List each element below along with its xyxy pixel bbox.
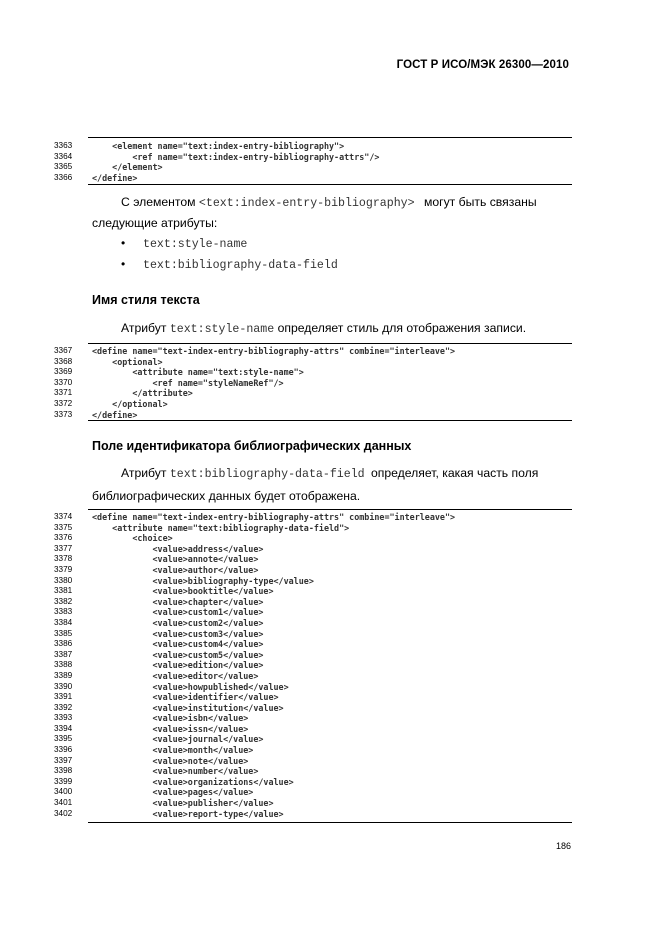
code-text: <define name="text-index-entry-bibliography-attrs" combine="interleave">: [92, 512, 456, 522]
line-number: 3376: [54, 533, 73, 543]
code-text: <choice>: [92, 533, 173, 544]
line-number: 3386: [54, 639, 73, 649]
code-text: <value>isbn</value>: [92, 713, 249, 724]
line-number: 3368: [54, 356, 73, 366]
code-line: [54, 734, 572, 745]
attribute-name: text:bibliography-data-field: [143, 259, 338, 272]
code-text: <value>institution</value>: [92, 702, 284, 713]
code-line: [54, 533, 572, 544]
line-number: 3400: [54, 787, 73, 797]
line-number: 3372: [54, 398, 73, 408]
line-number: 3367: [54, 346, 73, 355]
code-text: <attribute name="text:bibliography-data-field">: [92, 522, 350, 533]
code-text: </attribute>: [92, 388, 193, 399]
code-text: <value>journal</value>: [92, 734, 264, 745]
code-text: </define>: [92, 172, 138, 183]
code-block-2: [54, 346, 572, 420]
line-number: 3387: [54, 649, 73, 659]
line-number: 3371: [54, 388, 73, 398]
line-number: 3379: [54, 564, 73, 574]
section-heading: Поле идентификатора библиографических данных: [92, 439, 412, 453]
code-text: <value>publisher</value>: [92, 798, 274, 809]
line-number: 3389: [54, 670, 73, 680]
code-line: [54, 639, 572, 650]
code-text: <ref name="text:index-entry-bibliography-attrs"/>: [92, 151, 380, 162]
code-line: [54, 410, 572, 421]
code-line: [54, 152, 572, 163]
code-line: [54, 512, 572, 523]
code-line: [54, 618, 572, 629]
code-text: <value>custom1</value>: [92, 607, 264, 618]
code-line: [54, 607, 572, 618]
code-line: [54, 544, 572, 555]
line-number: 3390: [54, 681, 73, 691]
code-line: [54, 629, 572, 640]
code-text: <value>custom3</value>: [92, 628, 264, 639]
line-number: 3378: [54, 554, 73, 564]
code-block-top-rule: [88, 137, 572, 138]
line-number: 3401: [54, 798, 73, 808]
code-line: [54, 346, 572, 357]
line-number: 3381: [54, 586, 73, 596]
paragraph-text: Атрибут: [121, 466, 170, 480]
code-text: <value>organizations</value>: [92, 776, 294, 787]
line-number: 3375: [54, 522, 73, 532]
line-number: 3394: [54, 723, 73, 733]
line-number: 3391: [54, 692, 73, 702]
code-text: <element name="text:index-entry-bibliography">: [92, 141, 345, 151]
code-text: <value>custom4</value>: [92, 639, 264, 650]
code-text: <value>identifier</value>: [92, 692, 279, 703]
line-number: 3388: [54, 660, 73, 670]
list-item: [121, 257, 338, 272]
line-number: 3385: [54, 628, 73, 638]
code-line: [54, 367, 572, 378]
line-number: 3382: [54, 596, 73, 606]
code-line: [54, 388, 572, 399]
code-text: <value>bibliography-type</value>: [92, 575, 314, 586]
code-text: <value>issn</value>: [92, 723, 249, 734]
code-text: </define>: [92, 409, 138, 420]
code-line: [54, 576, 572, 587]
line-number: 3396: [54, 745, 73, 755]
attribute-name: text:style-name: [169, 323, 275, 336]
paragraph-style-name: [121, 318, 526, 340]
paragraph-line: библиографических данных будет отображена.: [92, 489, 361, 503]
line-number: 3364: [54, 151, 73, 161]
code-line: [54, 650, 572, 661]
code-line: [54, 565, 572, 576]
code-text: <value>month</value>: [92, 745, 254, 756]
attribute-name: text:bibliography-data-field: [169, 468, 365, 481]
code-line: [54, 671, 572, 682]
code-block-3: [54, 512, 572, 819]
code-text: <ref name="styleNameRef"/>: [92, 377, 284, 388]
section-heading: Имя стиля текста: [92, 293, 200, 307]
code-text: <value>custom5</value>: [92, 649, 264, 660]
paragraph-text: определяет стиль для отображения записи.: [274, 321, 527, 335]
code-text: <value>custom2</value>: [92, 617, 264, 628]
paragraph-element-intro: [121, 192, 573, 214]
paragraph-text: С элементом: [121, 195, 199, 209]
code-line: [54, 173, 572, 184]
code-line: [54, 787, 572, 798]
line-number: 3393: [54, 713, 73, 723]
code-line: [54, 703, 572, 714]
code-text: <value>number</value>: [92, 766, 259, 777]
code-line: [54, 586, 572, 597]
code-line: [54, 597, 572, 608]
line-number: 3383: [54, 607, 73, 617]
line-number: 3380: [54, 575, 73, 585]
line-number: 3369: [54, 367, 73, 377]
line-number: 3363: [54, 141, 73, 150]
code-text: <value>report-type</value>: [92, 808, 284, 819]
line-number: 3397: [54, 755, 73, 765]
code-line: [54, 682, 572, 693]
attribute-name: text:style-name: [143, 238, 248, 251]
code-text: <value>howpublished</value>: [92, 681, 289, 692]
bullet-icon: •: [121, 236, 126, 250]
line-number: 3374: [54, 512, 73, 521]
line-number: 3373: [54, 409, 73, 419]
code-block-bottom-rule: [88, 420, 572, 421]
code-text: <value>note</value>: [92, 755, 249, 766]
code-line: [54, 756, 572, 767]
code-line: [54, 809, 572, 820]
code-text: <define name="text-index-entry-bibliography-attrs" combine="interleave">: [92, 346, 456, 356]
code-block-1: [54, 141, 572, 183]
code-line: [54, 141, 572, 152]
code-line: [54, 713, 572, 724]
code-text: <value>booktitle</value>: [92, 586, 274, 597]
line-number: 3366: [54, 172, 73, 182]
line-number: 3365: [54, 162, 73, 172]
code-text: <optional>: [92, 356, 163, 367]
code-block-bottom-rule: [88, 822, 572, 823]
line-number: 3384: [54, 617, 73, 627]
page-number: 186: [555, 841, 571, 851]
code-line: [54, 378, 572, 389]
bullet-icon: •: [121, 257, 126, 271]
element-name: <text:index-entry-bibliography>: [198, 197, 415, 210]
code-line: [54, 692, 572, 703]
paragraph-line: следующие атрибуты:: [92, 216, 218, 230]
document-header: ГОСТ Р ИСО/МЭК 26300—2010: [396, 59, 569, 71]
code-text: <attribute name="text:style-name">: [92, 367, 304, 378]
code-text: <value>pages</value>: [92, 787, 254, 798]
paragraph-text: определяет, какая часть поля: [367, 466, 539, 480]
line-number: 3402: [54, 808, 73, 818]
code-block-bottom-rule: [88, 184, 572, 185]
line-number: 3399: [54, 776, 73, 786]
code-line: [54, 399, 572, 410]
line-number: 3398: [54, 766, 73, 776]
code-text: <value>chapter</value>: [92, 596, 264, 607]
code-line: [54, 523, 572, 534]
line-number: 3395: [54, 734, 73, 744]
code-block-top-rule: [88, 509, 572, 510]
code-line: [54, 777, 572, 788]
code-line: [54, 162, 572, 173]
code-block-top-rule: [88, 343, 572, 344]
code-line: [54, 660, 572, 671]
line-number: 3392: [54, 702, 73, 712]
code-line: [54, 766, 572, 777]
code-text: </optional>: [92, 398, 168, 409]
code-line: [54, 798, 572, 809]
code-line: [54, 554, 572, 565]
code-text: <value>edition</value>: [92, 660, 264, 671]
code-line: [54, 724, 572, 735]
paragraph-text: могут быть связаны: [420, 195, 537, 209]
line-number: 3370: [54, 377, 73, 387]
code-line: [54, 357, 572, 368]
paragraph-data-field: [121, 463, 538, 485]
code-text: <value>address</value>: [92, 543, 264, 554]
code-line: [54, 745, 572, 756]
code-text: <value>annote</value>: [92, 554, 259, 565]
line-number: 3377: [54, 543, 73, 553]
code-text: <value>editor</value>: [92, 670, 259, 681]
code-text: </element>: [92, 162, 163, 173]
list-item: [121, 236, 247, 251]
paragraph-text: Атрибут: [121, 321, 170, 335]
code-text: <value>author</value>: [92, 564, 259, 575]
